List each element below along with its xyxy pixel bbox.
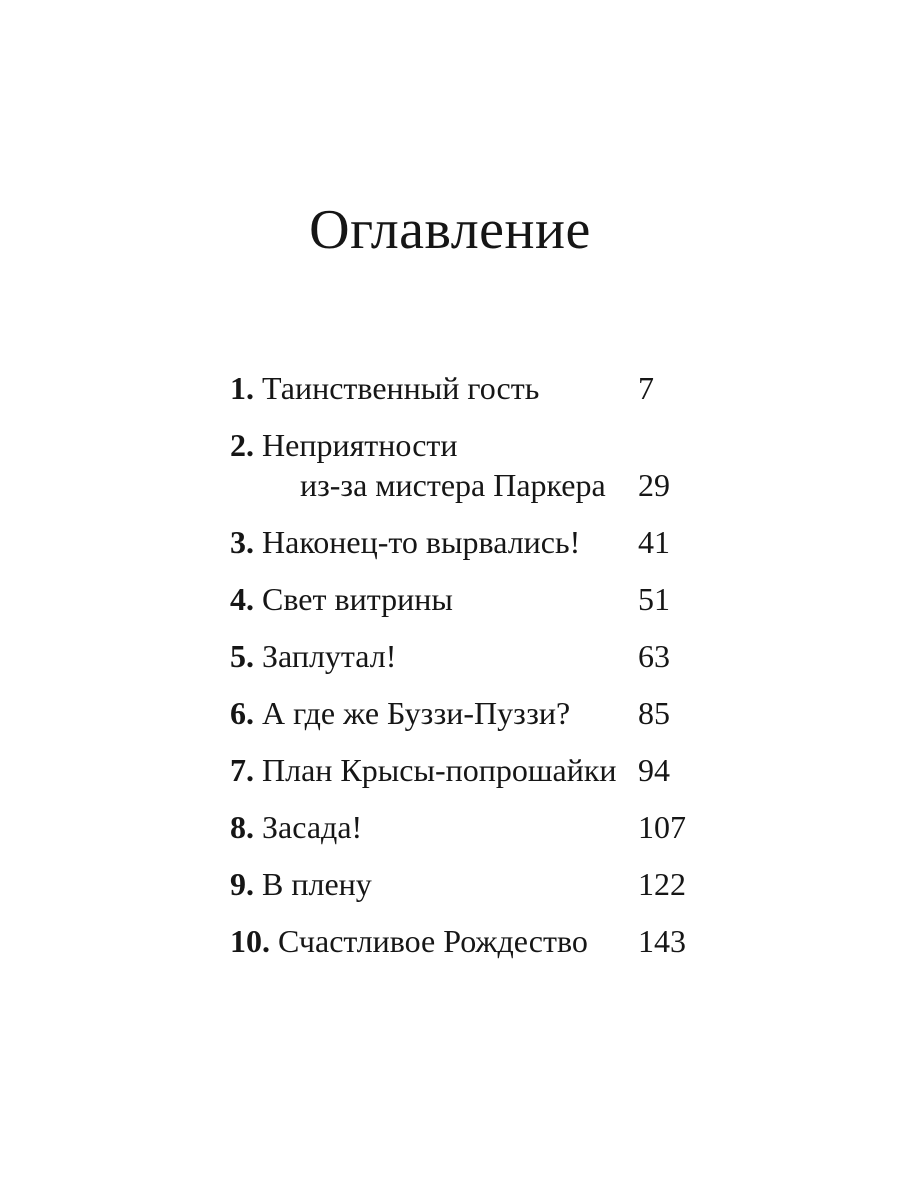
toc-entry xyxy=(230,522,700,562)
toc-entry-label xyxy=(230,864,638,904)
toc-entry xyxy=(230,368,700,408)
toc-entry-number: 10. xyxy=(230,923,270,959)
toc-entry-page-number: 107 xyxy=(638,809,686,845)
toc-entry-title: План Крысы-попрошайки xyxy=(262,752,617,788)
toc-entry xyxy=(230,807,700,847)
toc-entry-number: 1. xyxy=(230,370,254,406)
toc-entry-title-line2: из-за мистера Паркера xyxy=(300,467,606,503)
toc-entry xyxy=(230,864,700,904)
toc-entry-label xyxy=(230,579,638,619)
toc-entry-page-number: 29 xyxy=(638,467,670,503)
toc-entry-line1 xyxy=(230,522,638,562)
toc-entry-line1 xyxy=(230,807,638,847)
toc-entry-line1 xyxy=(230,864,638,904)
toc-entry-number: 4. xyxy=(230,581,254,617)
toc-entry-page-number: 63 xyxy=(638,638,670,674)
toc-entry xyxy=(230,579,700,619)
toc-entry-line1 xyxy=(230,425,638,465)
toc-entry xyxy=(230,693,700,733)
toc-entry-page-number: 51 xyxy=(638,581,670,617)
toc-entry xyxy=(230,636,700,676)
toc-entry-line1 xyxy=(230,579,638,619)
toc-entry xyxy=(230,425,700,505)
toc-entry-title: В плену xyxy=(262,866,372,902)
toc-entry-title: Наконец-то вырвались! xyxy=(262,524,581,560)
toc-entry-label xyxy=(230,368,638,408)
toc-entry-page-number: 85 xyxy=(638,695,670,731)
toc-entry-label xyxy=(230,636,638,676)
toc-entry-number: 2. xyxy=(230,427,254,463)
toc-entry-number: 9. xyxy=(230,866,254,902)
toc-entry-line1 xyxy=(230,368,638,408)
toc-entry-title: Таинственный гость xyxy=(262,370,540,406)
toc-entry-page-number: 122 xyxy=(638,866,686,902)
toc-entry-title: Засада! xyxy=(262,809,363,845)
toc-entry-label xyxy=(230,807,638,847)
toc-entry-line1 xyxy=(230,750,638,790)
toc-entry-page-number: 41 xyxy=(638,524,670,560)
toc-entry-number: 5. xyxy=(230,638,254,674)
toc-entry-title: Заплутал! xyxy=(262,638,397,674)
page-title: Оглавление xyxy=(309,199,591,261)
toc-entry-title: А где же Буззи-Пуззи? xyxy=(262,695,571,731)
toc-entry-title: Неприятности xyxy=(262,427,458,463)
toc-entry xyxy=(230,750,700,790)
toc-entry-page-number: 94 xyxy=(638,752,670,788)
toc-entry-line1 xyxy=(230,693,638,733)
toc-entry-label xyxy=(230,425,638,505)
toc-entry-label xyxy=(230,693,638,733)
toc-entry-page-number: 143 xyxy=(638,923,686,959)
toc-entry xyxy=(230,921,700,961)
toc-entry-label xyxy=(230,750,638,790)
toc-entry-title: Счастливое Рождество xyxy=(278,923,588,959)
toc-entry-number: 7. xyxy=(230,752,254,788)
toc-entry-label xyxy=(230,522,638,562)
toc-entry-page-number: 7 xyxy=(638,370,654,406)
toc-entry-number: 8. xyxy=(230,809,254,845)
toc-entry-title: Свет витрины xyxy=(262,581,453,617)
toc-entry-number: 3. xyxy=(230,524,254,560)
toc-entry-label xyxy=(230,921,638,961)
toc-entry-line1 xyxy=(230,636,638,676)
toc-list xyxy=(230,368,700,978)
toc-entry-line1 xyxy=(230,921,638,961)
toc-entry-number: 6. xyxy=(230,695,254,731)
